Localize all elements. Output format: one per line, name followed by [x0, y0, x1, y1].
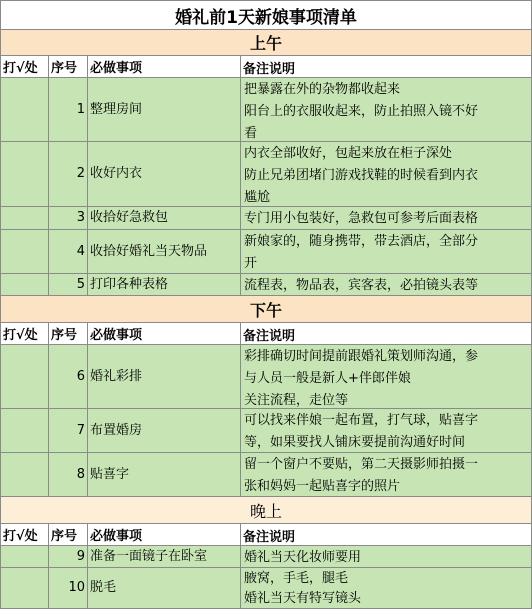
- row-number: 4: [49, 230, 88, 274]
- note-line: 留一个窗户不要贴，第二天摄影师拍摄一: [244, 457, 479, 472]
- col-no-header: 序号: [49, 56, 88, 78]
- check-cell[interactable]: [0, 78, 49, 142]
- col-check-header: 打√处: [0, 524, 49, 546]
- col-no-header: 序号: [49, 323, 88, 345]
- table-row: [0, 274, 532, 296]
- col-task-header: 必做事项: [88, 323, 241, 345]
- note-line: 把暴露在外的杂物都收起来: [244, 82, 401, 97]
- note-line: 内衣全部收好，包起来放在柜子深处: [244, 146, 453, 161]
- row-number: 9: [49, 546, 88, 568]
- note-cell: [241, 546, 532, 568]
- column-header-afternoon: [0, 323, 532, 345]
- note-cell: [241, 230, 532, 274]
- note-line: 看: [244, 126, 258, 141]
- row-number: 7: [49, 409, 88, 453]
- note-line: 等，如果要找人铺床要提前沟通好时间: [244, 435, 466, 450]
- task-cell: 贴喜字: [88, 453, 241, 497]
- table-row: [0, 207, 532, 230]
- task-cell: 婚礼彩排: [88, 345, 241, 409]
- note-line: 专门用小包装好，急救包可参考后面表格: [244, 211, 479, 226]
- col-note-header: 备注说明: [241, 524, 532, 546]
- check-cell[interactable]: [0, 142, 49, 207]
- row-number: 8: [49, 453, 88, 497]
- note-line: 开: [244, 256, 258, 271]
- row-number: 1: [49, 78, 88, 142]
- task-cell: 收拾好急救包: [88, 207, 241, 230]
- note-cell: [241, 142, 532, 207]
- note-cell: [241, 568, 532, 609]
- task-cell: 整理房间: [88, 78, 241, 142]
- col-task-header: 必做事项: [88, 524, 241, 546]
- check-cell[interactable]: [0, 409, 49, 453]
- column-header-evening: [0, 524, 532, 546]
- check-cell[interactable]: [0, 568, 49, 609]
- col-check-header: 打√处: [0, 323, 49, 345]
- note-cell: [241, 78, 532, 142]
- note-cell: [241, 453, 532, 497]
- check-cell[interactable]: [0, 546, 49, 568]
- check-cell[interactable]: [0, 274, 49, 296]
- note-cell: [241, 274, 532, 296]
- task-cell: 布置婚房: [88, 409, 241, 453]
- note-line: 阳台上的衣服收起来，防止拍照入镜不好: [244, 104, 479, 119]
- table-row: [0, 78, 532, 142]
- row-number: 5: [49, 274, 88, 296]
- table-row: [0, 568, 532, 609]
- note-line: 婚礼当天有特写镜头: [244, 591, 362, 606]
- note-line: 关注流程，走位等: [244, 393, 349, 408]
- note-cell: [241, 345, 532, 409]
- table-row: [0, 230, 532, 274]
- note-cell: [241, 207, 532, 230]
- task-cell: 脱毛: [88, 568, 241, 609]
- note-line: 可以找来伴娘一起布置，打气球，贴喜字: [244, 413, 479, 428]
- check-cell[interactable]: [0, 345, 49, 409]
- note-line: 张和妈妈一起贴喜字的照片: [244, 479, 401, 494]
- note-cell: [241, 409, 532, 453]
- col-note-header: 备注说明: [241, 323, 532, 345]
- note-line: 腋窝，手毛，腿毛: [244, 571, 349, 586]
- task-cell: 准备一面镜子在卧室: [88, 546, 241, 568]
- table-row: [0, 546, 532, 568]
- col-note-header: 备注说明: [241, 56, 532, 78]
- row-number: 6: [49, 345, 88, 409]
- note-line: 婚礼当天化妆师要用: [244, 550, 362, 565]
- table-row: [0, 345, 532, 409]
- col-no-header: 序号: [49, 524, 88, 546]
- note-line: 流程表，物品表，宾客表，必拍镜头表等: [244, 278, 479, 293]
- section-afternoon: 下午: [0, 296, 532, 323]
- col-task-header: 必做事项: [88, 56, 241, 78]
- check-cell[interactable]: [0, 230, 49, 274]
- row-number: 2: [49, 142, 88, 207]
- sheet-title: 婚礼前1天新娘事项清单: [0, 0, 532, 30]
- note-line: 尴尬: [244, 190, 271, 205]
- task-cell: 收好内衣: [88, 142, 241, 207]
- table-row: [0, 453, 532, 497]
- note-line: 防止兄弟团堵门游戏找鞋的时候看到内衣: [244, 168, 479, 183]
- section-evening: 晚上: [0, 497, 532, 524]
- row-number: 10: [49, 568, 88, 609]
- section-morning: 上午: [0, 30, 532, 56]
- check-cell[interactable]: [0, 453, 49, 497]
- note-line: 新娘家的，随身携带，带去酒店，全部分: [244, 234, 479, 249]
- col-check-header: 打√处: [0, 56, 49, 78]
- note-line: 彩排确切时间提前跟婚礼策划师沟通，参: [244, 349, 479, 364]
- row-number: 3: [49, 207, 88, 230]
- check-cell[interactable]: [0, 207, 49, 230]
- column-header-morning: [0, 56, 532, 78]
- note-line: 与人员一般是新人+伴郎伴娘: [244, 371, 411, 386]
- table-row: [0, 142, 532, 207]
- table-row: [0, 409, 532, 453]
- task-cell: 收拾好婚礼当天物品: [88, 230, 241, 274]
- task-cell: 打印各种表格: [88, 274, 241, 296]
